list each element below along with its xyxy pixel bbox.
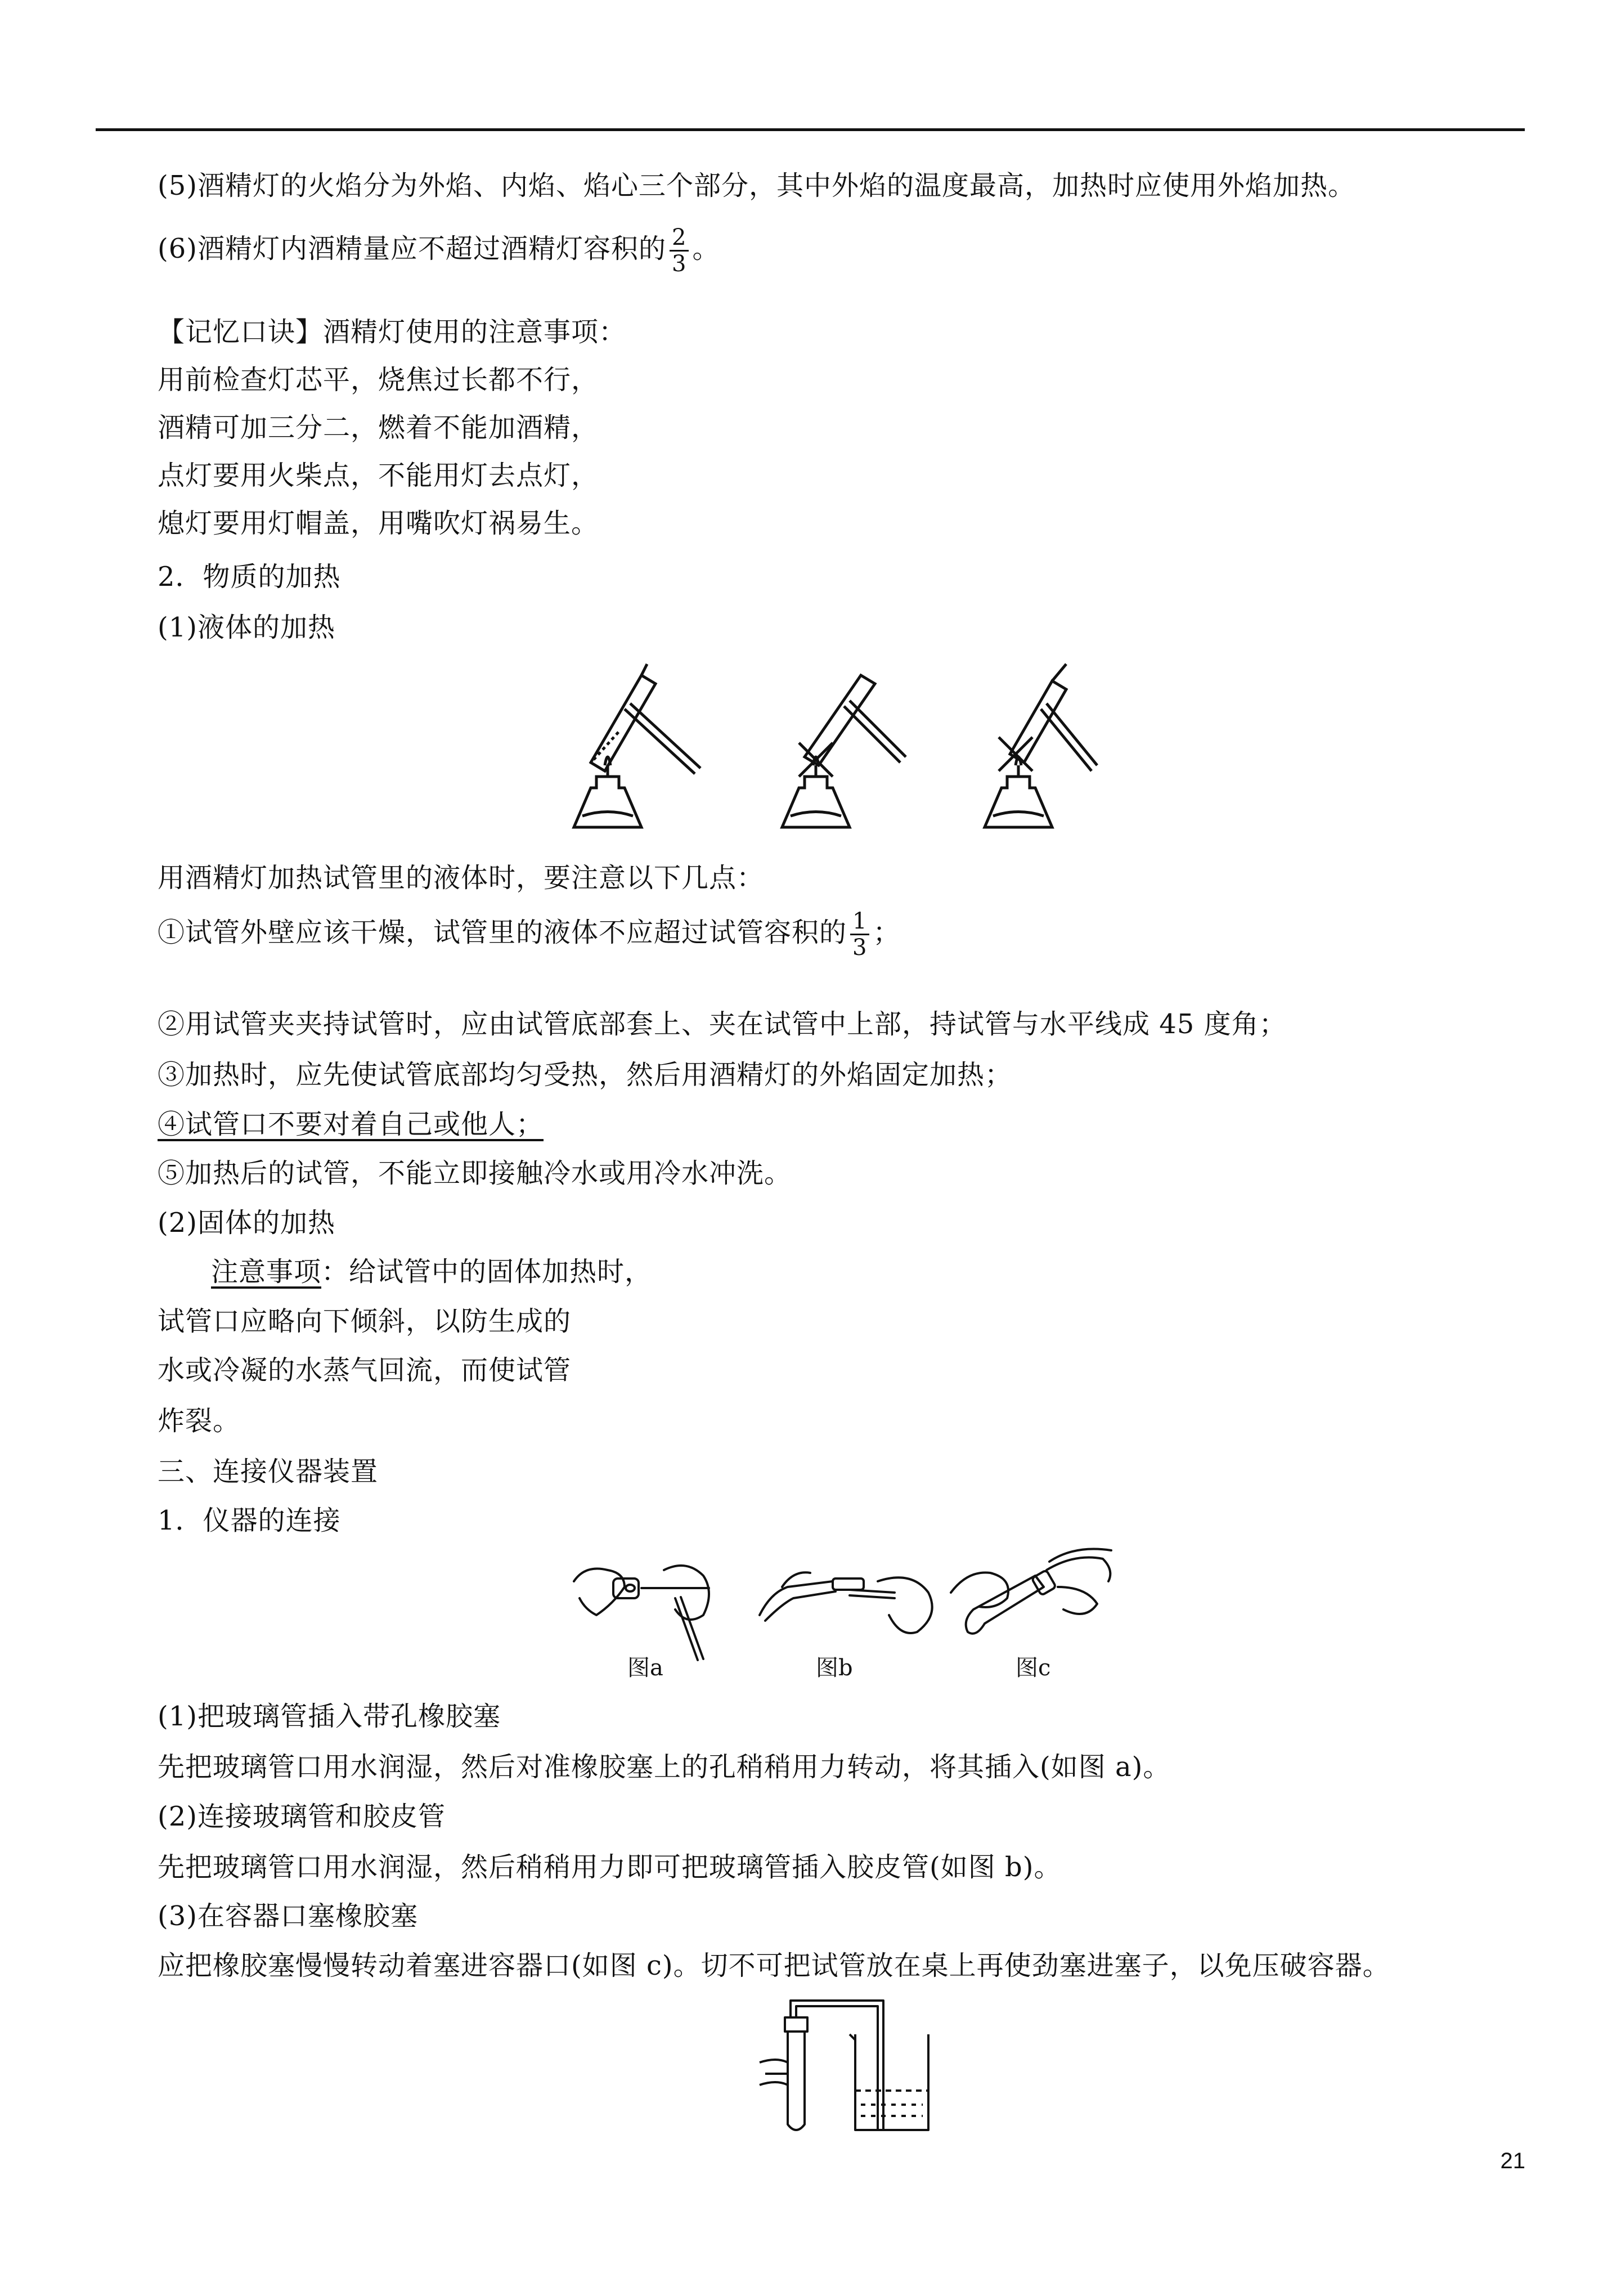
point-5: ⑤加热后的试管，不能立即接触冷水或用冷水冲洗。 [158, 1158, 792, 1189]
paragraph-6 [158, 225, 720, 276]
page-number: 21 [1500, 2149, 1525, 2173]
liquid-heating-intro: 用酒精灯加热试管里的液体时，要注意以下几点： [158, 862, 765, 894]
note-label: 注意事项 [211, 1256, 322, 1288]
connection-3-text: 应把橡胶塞慢慢转动着塞进容器口(如图 c)。切不可把试管放在桌上再使劲塞进塞子，以免压破容器。 [158, 1950, 1390, 1981]
mnemonic-line: 酒精可加三分二，燃着不能加酒精， [158, 412, 599, 443]
fraction-denominator: 3 [672, 251, 687, 277]
solid-heating-line: 炸裂。 [158, 1405, 241, 1437]
connection-2-text: 先把玻璃管口用水润湿，然后稍稍用力即可把玻璃管插入胶皮管(如图 b)。 [158, 1851, 1062, 1883]
subsection-heading: (1)液体的加热 [158, 612, 335, 643]
figure-a-caption: 图a [627, 1655, 663, 1681]
apparatus-incorrect-1 [782, 675, 906, 827]
figure-a [574, 1566, 709, 1660]
airtightness-figure [760, 2001, 951, 2136]
mnemonic-line: 点灯要用火柴点，不能用灯去点灯， [158, 460, 599, 491]
point-1-end: ； [873, 917, 901, 948]
connection-3-title: (3)在容器口塞橡胶塞 [158, 1900, 418, 1932]
solid-heating-line: 水或冷凝的水蒸气回流，而使试管 [158, 1355, 572, 1386]
section-heading: 三、连接仪器装置 [158, 1456, 379, 1487]
solid-heating-note [211, 1255, 652, 1289]
paragraph-6-text: (6)酒精灯内酒精量应不超过酒精灯容积的 [158, 233, 666, 264]
point-2: ②用试管夹夹持试管时，应由试管底部套上、夹在试管中上部，持试管与水平线成 45 度角； [158, 1008, 1287, 1040]
connection-1-title: (1)把玻璃管插入带孔橡胶塞 [158, 1701, 501, 1732]
note-text: ：给试管中的固体加热时， [321, 1256, 653, 1288]
subsection-heading: (2)固体的加热 [158, 1207, 335, 1239]
figure-c-caption: 图c [1016, 1655, 1051, 1681]
connection-2-title: (2)连接玻璃管和胶皮管 [158, 1801, 446, 1832]
mnemonic-line: 用前检查灯芯平，烧焦过长都不行， [158, 364, 599, 396]
point-4: ④试管口不要对着自己或他人； [158, 1109, 544, 1140]
section-heading: 2．物质的加热 [158, 561, 341, 593]
header-rule [96, 128, 1525, 131]
apparatus-correct [574, 664, 701, 827]
point-1-text: ①试管外壁应该干燥，试管里的液体不应超过试管容积的 [158, 917, 847, 948]
apparatus-incorrect-2 [985, 664, 1097, 827]
fraction-denominator: 3 [852, 935, 868, 961]
fraction-numerator: 1 [850, 909, 869, 935]
mnemonic-title: 【记忆口诀】酒精灯使用的注意事项： [158, 316, 627, 348]
fraction-one-third [850, 909, 869, 960]
mnemonic-line: 熄灯要用灯帽盖，用嘴吹灯祸易生。 [158, 508, 599, 539]
figure-c [951, 1549, 1111, 1634]
solid-heating-line: 试管口应略向下倾斜，以防生成的 [158, 1306, 572, 1337]
liquid-heating-figure [557, 664, 1125, 850]
point-1 [158, 909, 900, 960]
subsection-heading: 1．仪器的连接 [158, 1505, 341, 1536]
paragraph-5: (5)酒精灯的火焰分为外焰、内焰、焰心三个部分，其中外焰的温度最高，加热时应使用外焰加热。 [158, 170, 1355, 201]
paragraph-6-end: 。 [692, 233, 720, 264]
connection-1-text: 先把玻璃管口用水润湿，然后对准橡胶塞上的孔稍稍用力转动，将其插入(如图 a)。 [158, 1751, 1171, 1783]
figure-b-caption: 图b [816, 1655, 853, 1681]
fraction-numerator: 2 [670, 225, 689, 252]
figure-b [760, 1572, 932, 1633]
connection-figures [563, 1548, 1142, 1660]
point-3: ③加热时，应先使试管底部均匀受热，然后用酒精灯的外焰固定加热； [158, 1059, 1013, 1091]
fraction-two-thirds [670, 225, 689, 276]
